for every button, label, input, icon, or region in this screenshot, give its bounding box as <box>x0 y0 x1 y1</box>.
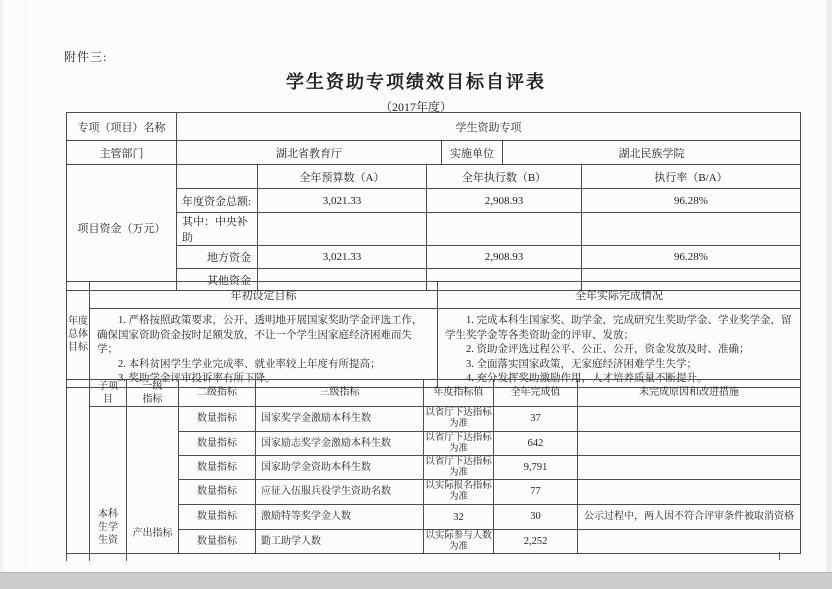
indicator-side-spacer <box>67 380 90 554</box>
funding-total-budget: 3,021.33 <box>258 189 427 213</box>
funding-col-rate: 执行率（B/A） <box>582 165 801 189</box>
reason-cell <box>578 407 801 432</box>
target-cell: 以实际报名指标为准 <box>424 480 494 505</box>
funding-label-central: 其中：中央补助 <box>177 213 258 246</box>
scan-bottom-edge <box>0 572 832 589</box>
actual-cell: 30 <box>494 505 578 530</box>
table-cut-line <box>779 552 780 560</box>
funding-local-budget: 3,021.33 <box>258 246 427 269</box>
funding-label-local: 地方资金 <box>177 246 258 269</box>
goal-line: 2. 资助金评选过程公平、公正、公开，资金发放及时、准确； <box>466 344 750 355</box>
level3-cell: 国家奖学金激励本科生数 <box>256 407 424 432</box>
table-cut-line <box>66 552 67 561</box>
funding-empty-header <box>177 165 258 189</box>
header-level1: 一级指标 <box>127 380 179 407</box>
dept-value: 湖北省教育厅 <box>177 141 442 165</box>
goal-line: 1. 完成本科生国家奖、助学金，完成研究生奖助学金、学业奖学金，留学生奖学金等各类资助金的评审、发放； <box>445 315 792 341</box>
attachment-label: 附件三: <box>64 50 108 64</box>
level2-cell: 数量指标 <box>179 407 256 432</box>
header-actual: 全年完成值 <box>494 380 578 407</box>
level2-cell: 数量指标 <box>179 432 256 456</box>
header-target: 年度指标值 <box>424 380 494 407</box>
funding-central-exec <box>427 213 582 246</box>
header-reason: 未完成原因和改进措施 <box>578 380 801 407</box>
table-row <box>67 141 801 165</box>
indicator-table <box>66 379 801 554</box>
funding-central-budget <box>258 213 427 246</box>
sub-project-cell: 本科生学生资 <box>90 407 127 554</box>
reason-cell <box>578 480 801 505</box>
reason-cell <box>578 432 801 456</box>
target-cell: 以省厅下达指标为准 <box>424 407 494 432</box>
project-info-table <box>66 112 801 165</box>
actual-cell: 37 <box>494 407 578 432</box>
table-row <box>67 189 801 213</box>
goal-line: 3. 奖助学金评审投诉率有所下降。 <box>118 373 276 384</box>
goal-line: 1. 严格按照政策要求，公开、透明地开展国家奖助学金评选工作，确保国家资助资金按时足额发放，不让一个学生因家庭经济困难而失学； <box>97 315 423 355</box>
funding-col-exec: 全年执行数（B） <box>427 165 582 189</box>
funding-total-exec: 2,908.93 <box>427 189 582 213</box>
goal-line: 4. 充分发挥奖助激励作用，人才培养质量不断提升。 <box>466 373 708 384</box>
level3-cell: 激励特等奖学金人数 <box>256 505 424 530</box>
dept-label: 主管部门 <box>67 141 177 165</box>
level3-cell: 国家励志奖学金激励本科生数 <box>256 432 424 456</box>
goals-actual-content <box>438 309 801 388</box>
reason-cell: 公示过程中，两人因不符合评审条件被取消资格 <box>578 505 801 530</box>
goals-actual-header: 全年实际完成情况 <box>438 282 801 309</box>
annual-goal-side-label: 年度总体目标 <box>67 282 90 388</box>
funding-local-exec: 2,908.93 <box>427 246 582 269</box>
level2-cell: 数量指标 <box>179 530 256 554</box>
goals-initial-header: 年初设定目标 <box>90 282 438 309</box>
indicator-header-row <box>67 380 801 407</box>
target-cell: 以省厅下达指标为准 <box>425 432 492 454</box>
funding-header-row <box>67 165 801 189</box>
goals-header-row <box>67 282 801 309</box>
funding-total-rate: 96.28% <box>582 189 801 213</box>
unit-label: 实施单位 <box>442 141 503 165</box>
unit-value: 湖北民族学院 <box>503 141 801 165</box>
header-sub-project: 子项目 <box>90 380 127 407</box>
goals-initial-content <box>90 309 438 388</box>
goals-content-row <box>67 309 801 388</box>
actual-cell: 77 <box>494 480 578 505</box>
project-name-label: 专项（项目）名称 <box>67 113 177 141</box>
actual-cell: 9,791 <box>494 456 578 480</box>
funding-label-other: 其他资金 <box>177 269 258 291</box>
header-level3: 三级指标 <box>256 380 424 407</box>
funding-table <box>66 164 801 291</box>
funding-local-rate: 96.28% <box>582 246 801 269</box>
indicator-row <box>67 407 801 432</box>
level2-cell: 数量指标 <box>179 480 256 505</box>
reason-cell <box>578 530 801 554</box>
project-name-value: 学生资助专项 <box>177 113 801 141</box>
target-cell: 以省厅下达指标为准 <box>425 456 492 478</box>
funding-col-budget: 全年预算数（A） <box>258 165 427 189</box>
table-row <box>67 246 801 269</box>
table-row <box>67 213 801 246</box>
level2-cell: 数量指标 <box>179 456 256 480</box>
table-row <box>67 113 801 141</box>
target-cell: 32 <box>424 505 494 530</box>
annual-goals-table <box>66 281 801 388</box>
actual-cell: 2,252 <box>494 530 578 554</box>
level3-cell: 国家助学金资助本科生数 <box>256 456 424 480</box>
level1-cell: 产出指标 <box>127 407 179 554</box>
funding-label-total: 年度资金总额: <box>177 189 258 213</box>
funding-row-label: 项目资金（万元） <box>67 165 177 291</box>
target-cell: 以实际参与人数为准 <box>425 530 492 552</box>
table-cut-line <box>126 552 127 561</box>
form-subtitle: （2017年度） <box>379 100 452 114</box>
level2-cell: 数量指标 <box>179 505 256 530</box>
reason-cell <box>578 456 801 480</box>
table-cut-line <box>89 552 90 561</box>
actual-cell: 642 <box>494 432 578 456</box>
goal-line: 3. 全面落实国家政策，无家庭经济困难学生失学； <box>466 358 697 370</box>
goal-line: 2. 本科贫困学生学业完成率、就业率较上年度有所提高； <box>118 358 381 370</box>
form-title: 学生资助专项绩效目标自评表 <box>286 72 546 92</box>
level3-cell: 勤工助学人数 <box>256 530 424 554</box>
level3-cell: 应征入伍服兵役学生资助名数 <box>256 480 424 505</box>
funding-central-rate <box>582 213 801 246</box>
header-level2: 二级指标 <box>179 380 256 407</box>
